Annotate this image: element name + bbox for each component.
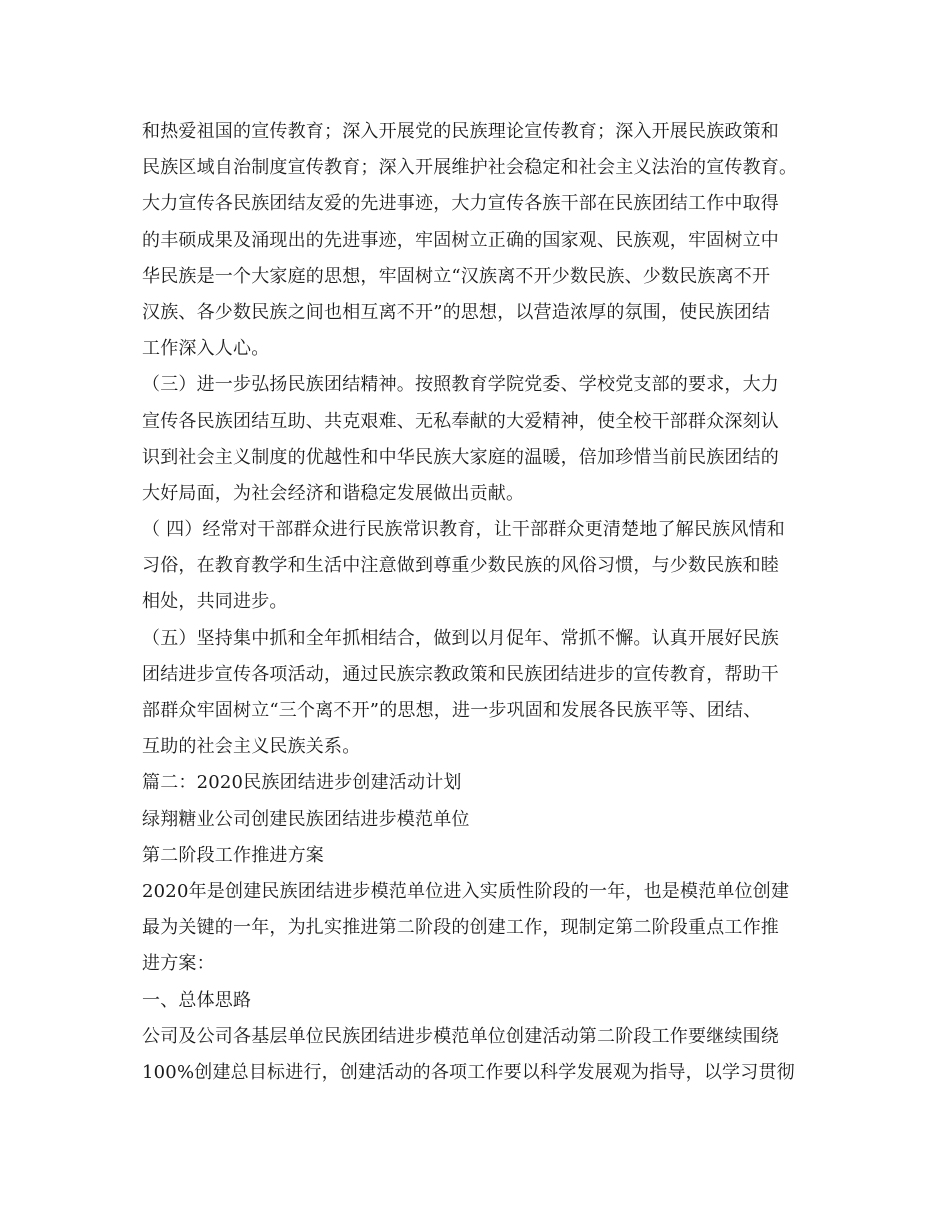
document-body xyxy=(142,114,822,1091)
text-line: 相处，共同进步。 xyxy=(142,591,288,613)
text-line: 和热爱祖国的宣传教育；深入开展党的民族理论宣传教育；深入开展民族政策和 xyxy=(142,121,779,142)
chapter-title: 篇二：2020民族团结进步创建活动计划 xyxy=(142,772,462,794)
section-heading-4: （ 四）经常对干部群众进行民族常识教育，让干部群众更清楚地了解民族风情和 xyxy=(142,519,785,541)
text-line: 大力宣传各民族团结友爱的先进事迹，大力宣传各族干部在民族团结工作中取得 xyxy=(142,193,779,215)
text-line: 部群众牢固树立“三个离不开”的思想，进一步巩固和发展各民族平等、团结、 xyxy=(142,700,762,721)
text-line: 团结进步宣传各项活动，通过民族宗教政策和民族团结进步的宣传教育，帮助干 xyxy=(142,663,779,685)
text-line: 进方案： xyxy=(142,953,215,975)
section-heading-3: （三）进一步弘扬民族团结精神。按照教育学院党委、学校党支部的要求，大力 xyxy=(142,374,779,396)
text-line: 2020年是创建民族团结进步模范单位进入实质性阶段的一年，也是模范单位创建 xyxy=(142,880,790,902)
text-line: 宣传各民族团结互助、共克艰难、无私奉献的大爱精神，使全校干部群众深刻认 xyxy=(142,410,779,432)
text-line: 互助的社会主义民族关系。 xyxy=(142,736,361,758)
plan-title: 绿翔糖业公司创建民族团结进步模范单位 xyxy=(142,808,470,830)
section-heading-5: （五）坚持集中抓和全年抓相结合，做到以月促年、常抓不懈。认真开展好民族 xyxy=(142,627,779,649)
text-line: 最为关键的一年，为扎实推进第二阶段的创建工作，现制定第二阶段重点工作推 xyxy=(142,917,779,939)
section-heading-overall: 一、总体思路 xyxy=(142,989,252,1011)
plan-subtitle: 第二阶段工作推进方案 xyxy=(142,844,324,866)
text-line: 公司及公司各基层单位民族团结进步模范单位创建活动第二阶段工作要继续围绕 xyxy=(142,1025,779,1047)
text-line: 大好局面，为社会经济和谐稳定发展做出贡献。 xyxy=(142,482,525,504)
text-line: 的丰硕成果及涌现出的先进事迹，牢固树立正确的国家观、民族观，牢固树立中 xyxy=(142,229,779,251)
text-line: 民族区域自治制度宣传教育；深入开展维护社会稳定和社会主义法治的宣传教育。 xyxy=(142,157,798,179)
text-line: 识到社会主义制度的优越性和中华民族大家庭的温暖，倍加珍惜当前民族团结的 xyxy=(142,446,779,468)
text-line: 工作深入人心。 xyxy=(142,338,270,360)
text-line: 华民族是一个大家庭的思想，牢固树立“汉族离不开少数民族、少数民族离不开 xyxy=(142,265,771,287)
text-line: 汉族、各少数民族之间也相互离不开”的思想，以营造浓厚的氛围，使民族团结 xyxy=(142,301,771,323)
text-line: 100%创建总目标进行，创建活动的各项工作要以科学发展观为指导，以学习贯彻 xyxy=(142,1061,795,1083)
text-line: 习俗，在教育教学和生活中注意做到尊重少数民族的风俗习惯，与少数民族和睦 xyxy=(142,555,779,577)
